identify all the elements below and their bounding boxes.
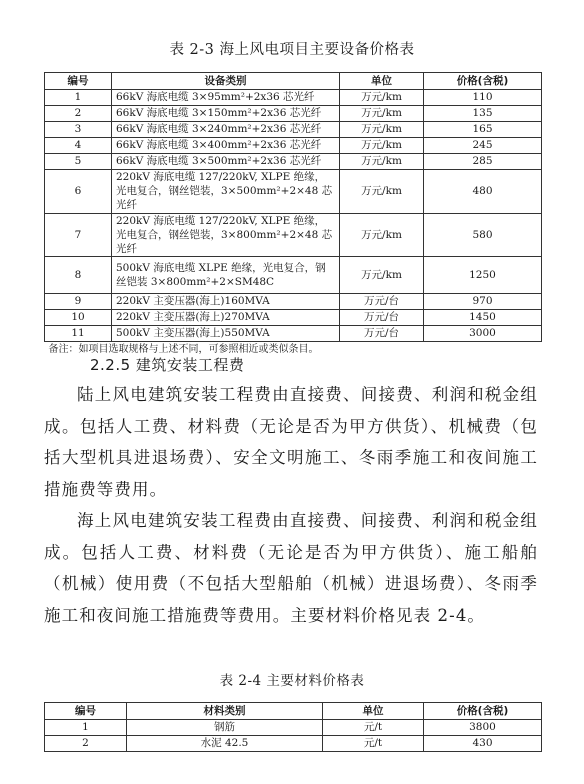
header-category: 设备类别 bbox=[112, 73, 340, 90]
cell-unit: 万元/km bbox=[340, 154, 424, 170]
cell-no: 1 bbox=[45, 720, 127, 736]
table-row bbox=[45, 326, 542, 342]
table-row bbox=[45, 720, 542, 736]
section-heading: 2.2.5 建筑安装工程费 bbox=[90, 356, 245, 374]
table-header-row bbox=[45, 703, 542, 720]
cell-price: 580 bbox=[424, 213, 542, 257]
header-price: 价格(含税) bbox=[424, 73, 542, 90]
table-row bbox=[45, 736, 542, 752]
table-row bbox=[45, 310, 542, 326]
cell-unit: 万元/km bbox=[340, 257, 424, 294]
cell-price: 3000 bbox=[424, 326, 542, 342]
cell-unit: 万元/km bbox=[340, 106, 424, 122]
cell-category: 66kV 海底电缆 3×150mm²+2x36 芯光纤 bbox=[112, 106, 340, 122]
cell-category: 66kV 海底电缆 3×500mm²+2x36 芯光纤 bbox=[112, 154, 340, 170]
cell-price: 245 bbox=[424, 138, 542, 154]
cell-category: 220kV 海底电缆 127/220kV, XLPE 绝缘，光电复合，钢丝铠装，3×800mm²+2×48 芯光纤 bbox=[112, 213, 340, 257]
cell-price: 1250 bbox=[424, 257, 542, 294]
table-row bbox=[45, 213, 542, 257]
cell-price: 430 bbox=[424, 736, 542, 752]
table-row bbox=[45, 90, 542, 106]
cell-category: 66kV 海底电缆 3×400mm²+2x36 芯光纤 bbox=[112, 138, 340, 154]
table-row bbox=[45, 170, 542, 214]
cell-unit: 万元/台 bbox=[340, 294, 424, 310]
cell-no: 3 bbox=[45, 122, 112, 138]
cell-price: 970 bbox=[424, 294, 542, 310]
header-category: 材料类别 bbox=[127, 703, 323, 720]
cell-category: 500kV 海底电缆 XLPE 绝缘，光电复合，钢丝铠装 3×800mm²+2×SM48C bbox=[112, 257, 340, 294]
table-header-row bbox=[45, 73, 542, 90]
table-row bbox=[45, 138, 542, 154]
cell-unit: 万元/km bbox=[340, 122, 424, 138]
header-unit: 单位 bbox=[340, 73, 424, 90]
cell-price: 135 bbox=[424, 106, 542, 122]
header-no: 编号 bbox=[45, 73, 112, 90]
header-price: 价格(含税) bbox=[424, 703, 542, 720]
table-row bbox=[45, 257, 542, 294]
body-paragraph: 海上风电建筑安装工程费由直接费、间接费、利润和税金组成。包括人工费、材料费（无论是否为甲方供货）、施工船舶（机械）使用费（不包括大型船舶（机械）进退场费）、冬雨季施工和夜间施工措施费等费用。主要材料价格见表 2-4。 bbox=[44, 511, 538, 625]
cell-unit: 万元/台 bbox=[340, 326, 424, 342]
cell-no: 2 bbox=[45, 106, 112, 122]
cell-no: 8 bbox=[45, 257, 112, 294]
table-note: 备注：如项目选取规格与上述不同，可参照相近或类似条目。 bbox=[45, 342, 542, 358]
header-unit: 单位 bbox=[323, 703, 424, 720]
cell-category: 水泥 42.5 bbox=[127, 736, 323, 752]
table-row bbox=[45, 154, 542, 170]
cell-unit: 元/t bbox=[323, 736, 424, 752]
cell-no: 11 bbox=[45, 326, 112, 342]
cell-no: 5 bbox=[45, 154, 112, 170]
table-row bbox=[45, 294, 542, 310]
table-row bbox=[45, 122, 542, 138]
cell-no: 4 bbox=[45, 138, 112, 154]
cell-no: 7 bbox=[45, 213, 112, 257]
equipment-price-table bbox=[44, 72, 542, 357]
cell-category: 66kV 海底电缆 3×240mm²+2x36 芯光纤 bbox=[112, 122, 340, 138]
cell-unit: 万元/km bbox=[340, 170, 424, 214]
cell-no: 9 bbox=[45, 294, 112, 310]
cell-unit: 万元/km bbox=[340, 213, 424, 257]
table-row bbox=[45, 106, 542, 122]
cell-category: 500kV 主变压器(海上)550MVA bbox=[112, 326, 340, 342]
cell-price: 110 bbox=[424, 90, 542, 106]
cell-no: 6 bbox=[45, 170, 112, 214]
cell-price: 165 bbox=[424, 122, 542, 138]
header-no: 编号 bbox=[45, 703, 127, 720]
cell-price: 285 bbox=[424, 154, 542, 170]
table-title: 表 2-3 海上风电项目主要设备价格表 bbox=[169, 42, 415, 58]
cell-no: 2 bbox=[45, 736, 127, 752]
cell-category: 220kV 海底电缆 127/220kV, XLPE 绝缘，光电复合，钢丝铠装，3×500mm²+2×48 芯光纤 bbox=[112, 170, 340, 214]
cell-category: 钢筋 bbox=[127, 720, 323, 736]
cell-no: 1 bbox=[45, 90, 112, 106]
cell-unit: 元/t bbox=[323, 720, 424, 736]
cell-price: 3800 bbox=[424, 720, 542, 736]
body-paragraph: 陆上风电建筑安装工程费由直接费、间接费、利润和税金组成。包括人工费、材料费（无论是否为甲方供货）、机械费（包括大型机具进退场费）、安全文明施工、冬雨季施工和夜间施工措施费等费用。 bbox=[44, 385, 538, 499]
cell-unit: 万元/km bbox=[340, 90, 424, 106]
cell-price: 1450 bbox=[424, 310, 542, 326]
cell-no: 10 bbox=[45, 310, 112, 326]
cell-category: 220kV 主变压器(海上)160MVA bbox=[112, 294, 340, 310]
material-price-table bbox=[44, 702, 542, 752]
cell-category: 66kV 海底电缆 3×95mm²+2x36 芯光纤 bbox=[112, 90, 340, 106]
table-title: 表 2-4 主要材料价格表 bbox=[219, 673, 365, 689]
cell-unit: 万元/台 bbox=[340, 310, 424, 326]
cell-category: 220kV 主变压器(海上)270MVA bbox=[112, 310, 340, 326]
cell-unit: 万元/km bbox=[340, 138, 424, 154]
cell-price: 480 bbox=[424, 170, 542, 214]
